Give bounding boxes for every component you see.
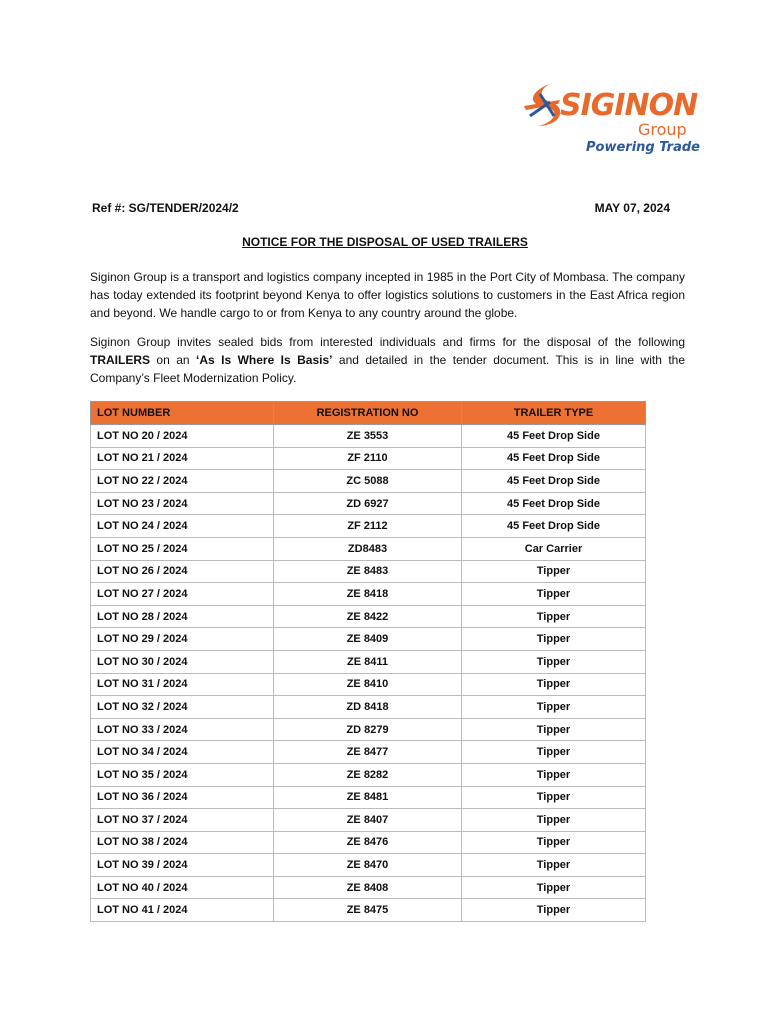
notice-date: MAY 07, 2024	[594, 201, 670, 215]
table-row	[91, 854, 646, 877]
lot-number-cell: LOT NO 21 / 2024	[91, 447, 274, 470]
trailer-type-cell: Tipper	[462, 876, 646, 899]
lot-number-cell: LOT NO 38 / 2024	[91, 831, 274, 854]
table-row	[91, 605, 646, 628]
table-row	[91, 425, 646, 448]
table-row	[91, 650, 646, 673]
table-row	[91, 899, 646, 922]
header-registration-no: REGISTRATION NO	[274, 402, 462, 425]
trailer-type-cell: Tipper	[462, 628, 646, 651]
lot-number-cell: LOT NO 28 / 2024	[91, 605, 274, 628]
table-row	[91, 696, 646, 719]
lot-number-cell: LOT NO 31 / 2024	[91, 673, 274, 696]
registration-cell: ZE 8408	[274, 876, 462, 899]
registration-cell: ZF 2112	[274, 515, 462, 538]
registration-cell: ZE 8475	[274, 899, 462, 922]
registration-cell: ZD 8418	[274, 696, 462, 719]
registration-cell: ZD 6927	[274, 492, 462, 515]
reference-number: Ref #: SG/TENDER/2024/2	[92, 201, 239, 215]
table-row	[91, 628, 646, 651]
registration-cell: ZE 8422	[274, 605, 462, 628]
table-row	[91, 763, 646, 786]
registration-cell: ZE 8470	[274, 854, 462, 877]
registration-cell: ZE 8481	[274, 786, 462, 809]
trailer-type-cell: 45 Feet Drop Side	[462, 447, 646, 470]
lot-number-cell: LOT NO 23 / 2024	[91, 492, 274, 515]
lot-number-cell: LOT NO 20 / 2024	[91, 425, 274, 448]
registration-cell: ZE 8483	[274, 560, 462, 583]
notice-title: NOTICE FOR THE DISPOSAL OF USED TRAILERS	[242, 235, 528, 249]
table-row	[91, 876, 646, 899]
registration-cell: ZE 8282	[274, 763, 462, 786]
trailer-type-cell: 45 Feet Drop Side	[462, 515, 646, 538]
invitation-text-2: on an	[150, 353, 197, 367]
trailer-type-cell: Tipper	[462, 831, 646, 854]
lot-number-cell: LOT NO 41 / 2024	[91, 899, 274, 922]
lot-number-cell: LOT NO 36 / 2024	[91, 786, 274, 809]
table-row	[91, 741, 646, 764]
trailer-type-cell: Tipper	[462, 741, 646, 764]
logo-tagline: Powering Trade	[586, 140, 700, 155]
registration-cell: ZE 8411	[274, 650, 462, 673]
trailer-type-cell: 45 Feet Drop Side	[462, 492, 646, 515]
registration-cell: ZE 8476	[274, 831, 462, 854]
registration-cell: ZE 8407	[274, 809, 462, 832]
lot-number-cell: LOT NO 29 / 2024	[91, 628, 274, 651]
lot-number-cell: LOT NO 30 / 2024	[91, 650, 274, 673]
lot-number-cell: LOT NO 22 / 2024	[91, 470, 274, 493]
registration-cell: ZD 8279	[274, 718, 462, 741]
registration-cell: ZE 3553	[274, 425, 462, 448]
trailer-type-cell: Tipper	[462, 718, 646, 741]
lot-number-cell: LOT NO 26 / 2024	[91, 560, 274, 583]
trailer-type-cell: Tipper	[462, 786, 646, 809]
trailer-type-cell: Tipper	[462, 605, 646, 628]
lot-number-cell: LOT NO 25 / 2024	[91, 537, 274, 560]
lot-number-cell: LOT NO 27 / 2024	[91, 583, 274, 606]
registration-cell: ZE 8477	[274, 741, 462, 764]
invitation-paragraph	[90, 333, 685, 387]
trailer-type-cell: Tipper	[462, 673, 646, 696]
registration-cell: ZE 8409	[274, 628, 462, 651]
header-trailer-type: TRAILER TYPE	[462, 402, 646, 425]
registration-cell: ZF 2110	[274, 447, 462, 470]
logo-group-text: Group	[638, 120, 687, 139]
lot-number-cell: LOT NO 33 / 2024	[91, 718, 274, 741]
table-row	[91, 786, 646, 809]
trailer-type-cell: Tipper	[462, 763, 646, 786]
trailer-type-cell: 45 Feet Drop Side	[462, 470, 646, 493]
lot-number-cell: LOT NO 34 / 2024	[91, 741, 274, 764]
company-intro-paragraph: Siginon Group is a transport and logistics company incepted in 1985 in the Port City of Mombasa. The company has today extended its footprint beyond Kenya to offer logistics solutions to customers in the East Africa region and beyond. We handle cargo to or from Kenya to any country around the globe.	[90, 270, 685, 320]
table-row	[91, 809, 646, 832]
basis-emphasis: ‘As Is Where Is Basis’	[196, 353, 333, 367]
lot-number-cell: LOT NO 39 / 2024	[91, 854, 274, 877]
table-row	[91, 560, 646, 583]
table-row	[91, 492, 646, 515]
registration-cell: ZD8483	[274, 537, 462, 560]
invitation-text-1: Siginon Group invites sealed bids from interested individuals and firms for the disposal of the following	[90, 335, 685, 349]
lot-number-cell: LOT NO 35 / 2024	[91, 763, 274, 786]
company-logo	[520, 78, 700, 158]
table-row	[91, 470, 646, 493]
trailer-type-cell: 45 Feet Drop Side	[462, 425, 646, 448]
trailers-emphasis: TRAILERS	[90, 353, 150, 367]
lot-number-cell: LOT NO 40 / 2024	[91, 876, 274, 899]
table-row	[91, 537, 646, 560]
logo-brand-text: SIGINON	[560, 88, 698, 123]
registration-cell: ZE 8410	[274, 673, 462, 696]
trailer-type-cell: Car Carrier	[462, 537, 646, 560]
trailer-type-cell: Tipper	[462, 560, 646, 583]
table-row	[91, 515, 646, 538]
registration-cell: ZC 5088	[274, 470, 462, 493]
table-row	[91, 718, 646, 741]
trailer-type-cell: Tipper	[462, 650, 646, 673]
table-row	[91, 831, 646, 854]
trailer-type-cell: Tipper	[462, 854, 646, 877]
table-row	[91, 673, 646, 696]
trailer-type-cell: Tipper	[462, 583, 646, 606]
lot-number-cell: LOT NO 32 / 2024	[91, 696, 274, 719]
invitation-text-3: and detailed in the tender document. This is in line with the Company’s Fleet Modernization Policy.	[90, 353, 686, 385]
trailer-type-cell: Tipper	[462, 899, 646, 922]
registration-cell: ZE 8418	[274, 583, 462, 606]
table-row	[91, 583, 646, 606]
header-lot-number: LOT NUMBER	[91, 402, 274, 425]
table-header-row	[91, 402, 646, 425]
trailers-table	[90, 401, 646, 922]
trailer-type-cell: Tipper	[462, 809, 646, 832]
table-row	[91, 447, 646, 470]
trailer-type-cell: Tipper	[462, 696, 646, 719]
lot-number-cell: LOT NO 37 / 2024	[91, 809, 274, 832]
lot-number-cell: LOT NO 24 / 2024	[91, 515, 274, 538]
